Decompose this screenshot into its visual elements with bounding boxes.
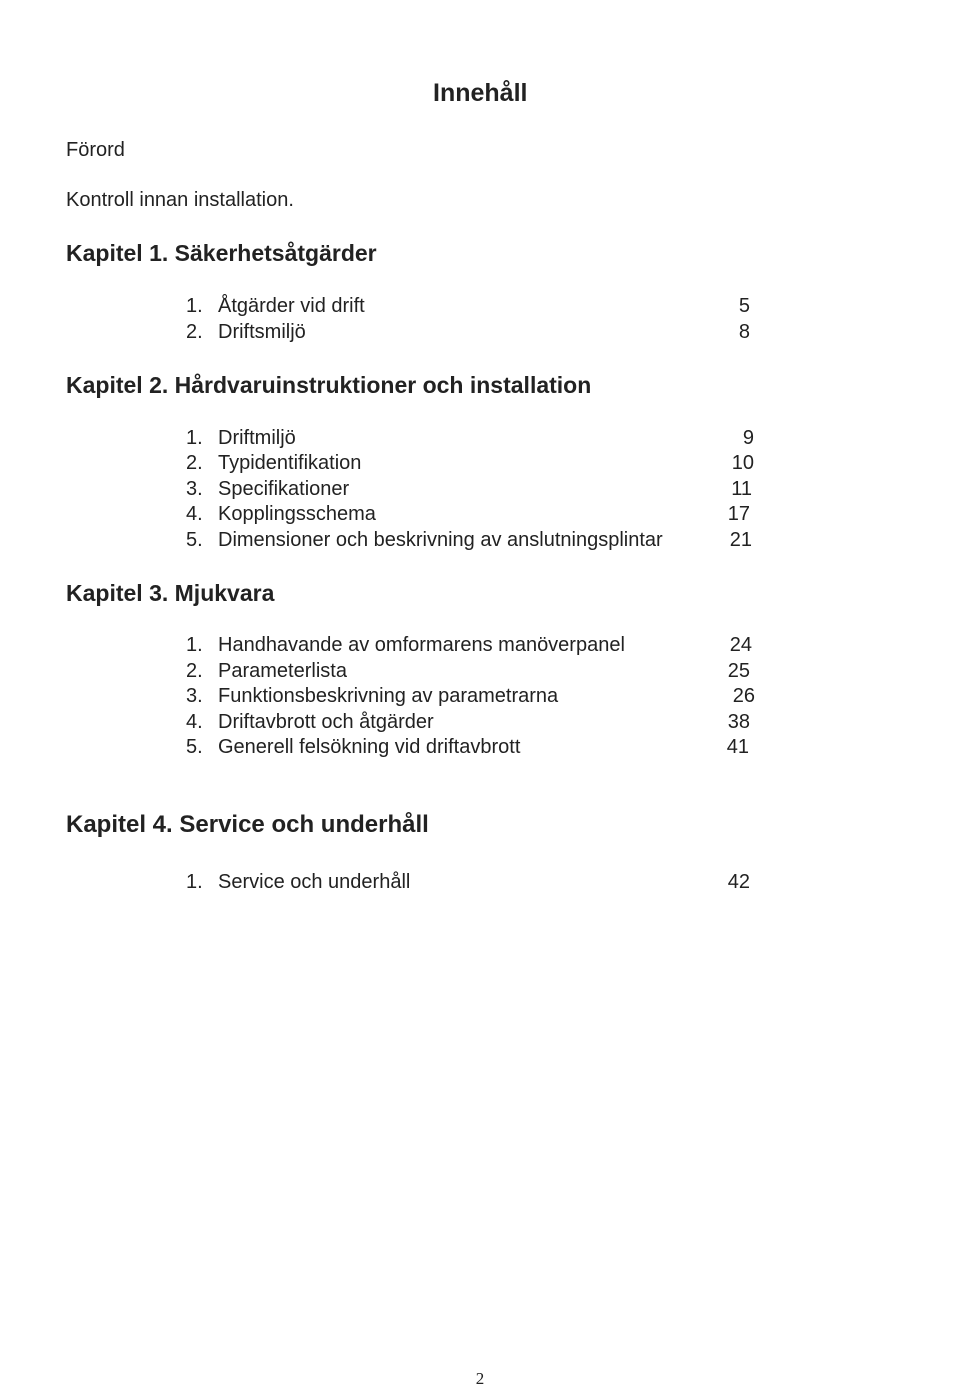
chapter-4-heading: Kapitel 4. Service och underhåll xyxy=(66,811,429,838)
toc-entry-label: Funktionsbeskrivning av parametrarna xyxy=(218,685,559,707)
toc-entry-number: 3. xyxy=(186,685,203,707)
chapter-1-heading: Kapitel 1. Säkerhetsåtgärder xyxy=(66,240,377,266)
toc-entry-label: Typidentifikation xyxy=(218,452,362,474)
toc-entry-label: Driftsmiljö xyxy=(218,321,306,343)
toc-entry-label: Kopplingsschema xyxy=(218,503,376,525)
toc-entry-label: Parameterlista xyxy=(218,660,347,682)
toc-entry xyxy=(0,451,960,475)
chapter-3-heading: Kapitel 3. Mjukvara xyxy=(66,580,275,606)
pre-check-heading: Kontroll innan installation. xyxy=(66,189,294,211)
toc-entry-number: 2. xyxy=(186,660,203,682)
toc-entry xyxy=(0,320,960,344)
toc-entry xyxy=(0,710,960,734)
toc-entry xyxy=(0,477,960,501)
toc-entry xyxy=(0,294,960,318)
toc-entry-label: Specifikationer xyxy=(218,478,350,500)
toc-entry-label: Service och underhåll xyxy=(218,871,411,893)
toc-entry-page: 5 xyxy=(738,295,750,317)
toc-entry-label: Driftmiljö xyxy=(218,427,296,449)
toc-entry-page: 25 xyxy=(727,660,750,682)
toc-entry-page: 26 xyxy=(732,685,755,707)
toc-entry-page: 8 xyxy=(738,321,750,343)
toc-entry-number: 2. xyxy=(186,321,203,343)
toc-entry-number: 1. xyxy=(186,871,203,893)
toc-entry-number: 5. xyxy=(186,736,203,758)
toc-entry-number: 5. xyxy=(186,529,203,551)
toc-entry xyxy=(0,426,960,450)
toc-entry-number: 2. xyxy=(186,452,203,474)
chapter-2-heading: Kapitel 2. Hårdvaruinstruktioner och installation xyxy=(66,372,592,398)
toc-entry-number: 1. xyxy=(186,427,203,449)
toc-entry xyxy=(0,735,960,759)
toc-entry-label: Handhavande av omformarens manöverpanel xyxy=(218,634,625,656)
page-title: Innehåll xyxy=(433,79,528,107)
toc-entry-page: 21 xyxy=(729,529,752,551)
toc-entry-label: Driftavbrott och åtgärder xyxy=(218,711,434,733)
toc-entry-page: 41 xyxy=(726,736,749,758)
toc-entry xyxy=(0,528,960,552)
toc-entry-number: 4. xyxy=(186,711,203,733)
toc-entry-label: Dimensioner och beskrivning av anslutningsplintar xyxy=(218,529,663,551)
toc-entry-page: 11 xyxy=(731,478,752,500)
toc-entry xyxy=(0,659,960,683)
toc-entry xyxy=(0,684,960,708)
toc-entry-label: Åtgärder vid drift xyxy=(218,295,365,317)
toc-entry-number: 4. xyxy=(186,503,203,525)
toc-entry-page: 9 xyxy=(742,427,754,449)
page-number: 2 xyxy=(475,1369,485,1388)
toc-entry-label: Generell felsökning vid driftavbrott xyxy=(218,736,521,758)
toc-entry-number: 3. xyxy=(186,478,203,500)
toc-entry-page: 38 xyxy=(727,711,750,733)
toc-entry-page: 42 xyxy=(727,871,750,893)
toc-entry xyxy=(0,633,960,657)
toc-entry xyxy=(0,502,960,526)
toc-entry-number: 1. xyxy=(186,634,203,656)
toc-entry-page: 10 xyxy=(731,452,754,474)
toc-entry xyxy=(0,870,960,894)
preface-heading: Förord xyxy=(66,139,125,161)
toc-entry-page: 24 xyxy=(729,634,752,656)
toc-entry-page: 17 xyxy=(727,503,750,525)
toc-entry-number: 1. xyxy=(186,295,203,317)
